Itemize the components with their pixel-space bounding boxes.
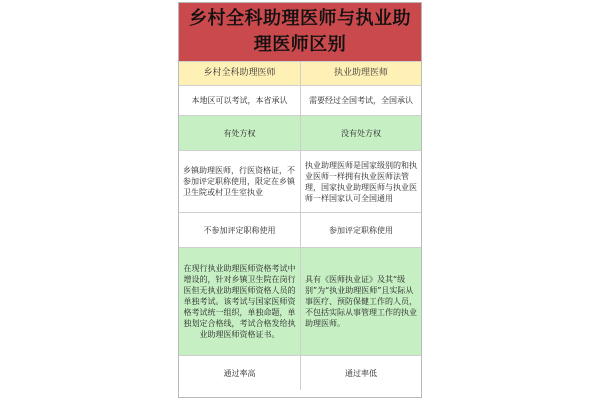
cell-practicing-practice-scope: 执业助理医师是国家级别的和执业医师一样拥有执业医师法管理，国家执业助理医师与执业医师一样国家认可全国通用 (300, 151, 421, 212)
table-row-definition (179, 247, 421, 355)
header-practicing-assistant: 执业助理医师 (300, 62, 421, 85)
table-row-pass-rate (179, 355, 421, 390)
header-rural-assistant: 乡村全科助理医师 (179, 62, 300, 85)
cell-practicing-exam-scope: 需要经过全国考试，全国承认 (300, 86, 421, 115)
cell-practicing-pass-rate: 通过率低 (300, 356, 421, 390)
table-row-exam-scope (179, 85, 421, 115)
cell-practicing-prescription: 没有处方权 (300, 116, 421, 150)
cell-practicing-title-evaluation: 参加评定职称使用 (300, 213, 421, 247)
comparison-table (178, 2, 422, 398)
table-row-practice-scope (179, 150, 421, 212)
cell-practicing-definition: 具有《医师执业证》及其“级别”为“执业助理医师”且实际从事医疗、预防保健工作的人员，不包括实际从事管理工作的执业助理医师。 (300, 248, 421, 355)
cell-rural-pass-rate: 通过率高 (223, 368, 256, 378)
cell-rural-practice-scope: 乡镇助理医师，行医资格证，不参加评定职称使用，限定在乡镇卫生院或村卫生室执业 (183, 166, 295, 197)
cell-rural-title-evaluation: 不参加评定职称使用 (203, 225, 276, 235)
table-row-title-evaluation (179, 212, 421, 247)
cell-rural-prescription: 有处方权 (179, 116, 300, 150)
page-title: 乡村全科助理医师与执业助理医师区别 (179, 3, 421, 61)
table-header-row (179, 61, 421, 85)
cell-rural-exam-scope: 本地区可以考试，本省承认 (191, 96, 288, 105)
cell-rural-definition: 在现行执业助理医师资格考试中增设的，针对乡镇卫生院在岗行医但无执业助理医师资格人员的单独考试。该考试与国家医师资格考试统一组织，单独命题，单独划定合格线，考试合格发给执业助理医师资格证书。 (179, 248, 300, 355)
table-row-prescription (179, 115, 421, 150)
